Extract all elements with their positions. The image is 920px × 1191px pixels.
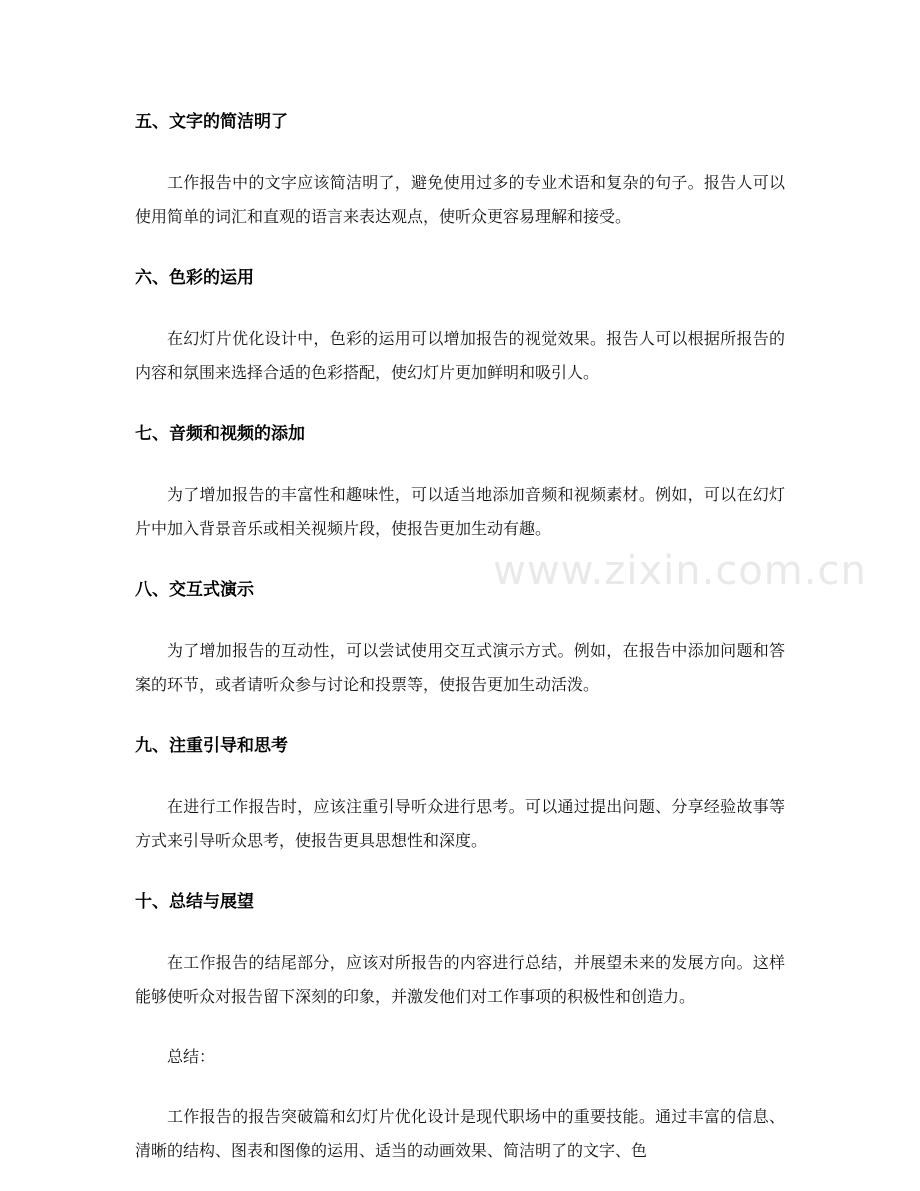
section-paragraph-6: 在幻灯片优化设计中，色彩的运用可以增加报告的视觉效果。报告人可以根据所报告的内容和氛围来选择合适的色彩搭配，使幻灯片更加鲜明和吸引人。 (135, 329, 785, 382)
section-paragraph-10: 在工作报告的结尾部分，应该对所报告的内容进行总结，并展望未来的发展方向。这样能够使听众对报告留下深刻的印象，并激发他们对工作事项的积极性和创造力。 (135, 953, 785, 1006)
document-body (135, 104, 785, 1168)
section-heading-6: 六、色彩的运用 (135, 268, 254, 288)
section-heading-10: 十、总结与展望 (135, 892, 254, 912)
section-paragraph-9: 在进行工作报告时，应该注重引导听众进行思考。可以通过提出问题、分享经验故事等方式来引导听众思考，使报告更具思想性和深度。 (135, 797, 785, 850)
watermark-text: www.zixin.com.cn (493, 548, 867, 594)
section-paragraph-5: 工作报告中的文字应该简洁明了，避免使用过多的专业术语和复杂的句子。报告人可以使用简单的词汇和直观的语言来表达观点，使听众更容易理解和接受。 (135, 173, 785, 226)
section-paragraph-8: 为了增加报告的互动性，可以尝试使用交互式演示方式。例如，在报告中添加问题和答案的环节，或者请听众参与讨论和投票等，使报告更加生动活泼。 (135, 641, 785, 694)
summary-paragraph: 工作报告的报告突破篇和幻灯片优化设计是现代职场中的重要技能。通过丰富的信息、清晰的结构、图表和图像的运用、适当的动画效果、简洁明了的文字、色 (135, 1107, 785, 1160)
section-heading-9: 九、注重引导和思考 (135, 736, 288, 756)
section-heading-5: 五、文字的简洁明了 (135, 112, 288, 132)
section-paragraph-7: 为了增加报告的丰富性和趣味性，可以适当地添加音频和视频素材。例如，可以在幻灯片中加入背景音乐或相关视频片段，使报告更加生动有趣。 (135, 485, 785, 538)
section-heading-8: 八、交互式演示 (135, 580, 254, 600)
section-heading-7: 七、音频和视频的添加 (135, 424, 305, 444)
summary-label: 总结： (167, 1047, 216, 1066)
